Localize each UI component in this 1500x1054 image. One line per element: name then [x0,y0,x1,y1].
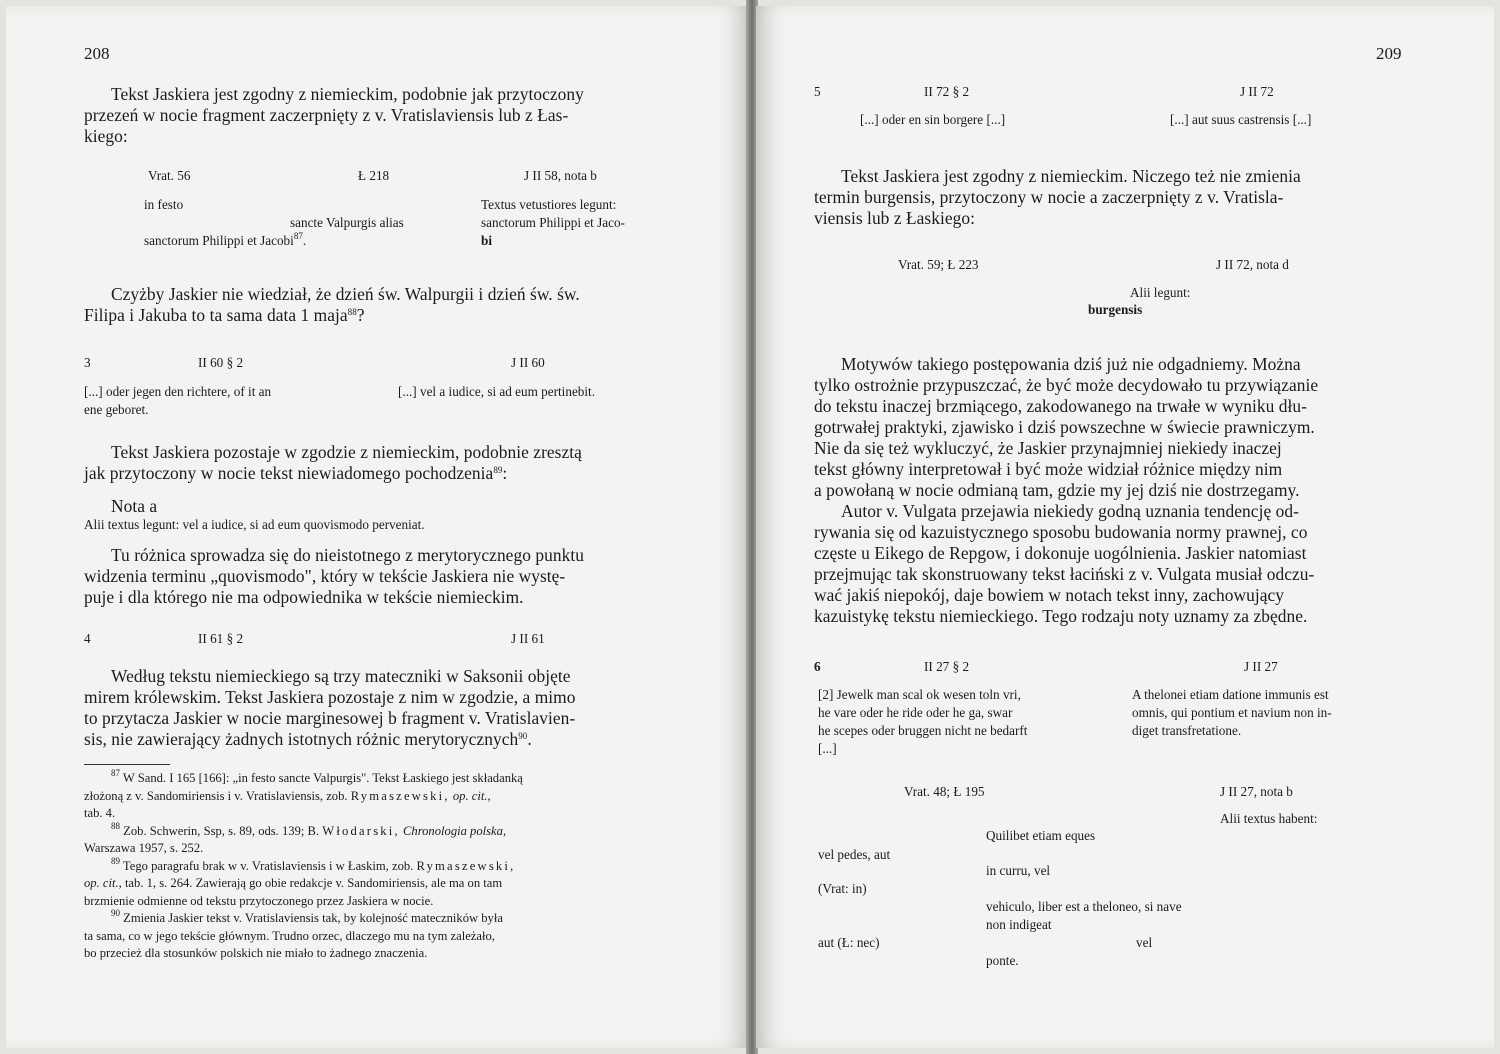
footnote-90: $^{90}$ Zmienia Jaskier tekst v. Vratislaviensis tak, by kolejność mateczników była [111,908,503,925]
table1-head-l: Ł 218 [358,168,390,183]
footnotes: $^{87}$ W Sand. I 165 [166]: „in festo sancte Valpurgis". Tekst Łaskiego jest składanką złożoną z v. Sandomiriensis i v. Vratislaviensis, zob. Rymaszewski, op. cit., tab. 4. $^{88}$ Zob. Schwerin, Ssp, s. 89, ods. 139; B. Włodarski, Chronologia polska, Warszawa 1957, s. 252. $^{89}$ Tego paragrafu brak w v. Vratislaviensis i w Łaskim, zob. Rymaszewski, op. cit., tab. 1, s. 264. Zawierają go obie redakcje v. Sandomiriensis, ale ma on tam brzmienie odmienne od tekstu przytoczonego przez Jaskiera w nocie. $^{90}$ Zmienia Jaskier tekst v. Vratislaviensis tak, by kolejność mateczników była ta sama, co w jego tekście głównym. Trudno orzec, dlaczego mu na tym zależało, bo przecież dla stosunków polskich nie miało to żadnego znaczenia. [84,768,523,960]
quote-latin: [...] vel a iudice, si ad eum pertinebit. [398,384,596,399]
quote-german: [...] oder jegen den richtere, of it an [84,384,272,399]
table2-cell: burgensis [1088,302,1143,317]
table1-cell: sanctorum Philippi et Jaco- [481,215,625,230]
right-page [756,6,1494,1048]
paragraph-3: Tekst Jaskiera pozostaje w zgodzie z niemieckim, podobnie zresztą jak przytoczony w nocie tekst niewiadomego pochodzenia$^{89}$: [84,442,582,483]
section-ref-left: II 72 § 2 [924,84,970,99]
paragraph-4: Tu różnica sprowadza się do nieistotnego z merytorycznego punktu widzenia terminu „quovismodo", który w tekście Jaskiera nie wystę- puje i dla którego nie ma odpowiednika w tekście niemieckim. [84,545,584,607]
table3-head-vrat: Vrat. 48; Ł 195 [904,784,985,799]
table3-cell: vel [1136,935,1153,950]
table3-cell: Quilibet etiam eques [986,828,1096,843]
quote-latin: [...] aut suus castrensis [...] [1170,112,1312,127]
nota-label: Nota a [111,496,158,516]
quote-german: [...] oder en sin borgere [...] [860,112,1006,127]
page-number-left: 208 [84,44,110,63]
quote-german: he scepes oder bruggen nicht ne bedarft [818,723,1028,738]
table3-cell: ponte. [986,953,1019,968]
footnote-88: $^{88}$ Zob. Schwerin, Ssp, s. 89, ods. 139; B. Włodarski, Chronologia polska, [111,820,507,838]
table3-cell: in curru, vel [986,863,1051,878]
paragraph-5: Według tekstu niemieckiego są trzy mateczniki w Saksonii objęte mirem królewskim. Tekst Jaskiera pozostaje z nim w zgodzie, a mimo to przytacza Jaskier w nocie marginesowej b fragment v. Vratislavien- sis, nie zawierający żadnych istotnych różnic merytorycznych$^{90}$. [84,666,576,749]
footnote-rule [84,764,170,765]
section-number: 5 [814,84,821,99]
table2-head-j: J II 72, nota d [1216,257,1289,272]
section-number: 6 [814,659,821,674]
table3-cell: (Vrat: in) [818,881,867,896]
quote-german: [...] [818,741,837,756]
quote-latin: diget transfretatione. [1132,723,1242,738]
table3-head-j: J II 27, nota b [1220,784,1293,799]
table1-cell: Textus vetustiores legunt: [481,197,617,212]
paragraph-3-right: Autor v. Vulgata przejawia niekiedy godną uznania tendencję od- rywania się od kazuistycznego sposobu budowania normy prawnej, co częste u Eikego de Repgow, i dokonuje uogólnienia. Jaskier natomiast przejmując tak skonstruowany tekst łaciński z v. Vulgata musiał odczu- wać jakiś niepokój, daje bowiem w notach tekst inny, zachowujący kazuistykę tekstu niemieckiego. Tego rodzaju noty uznamy za zbędne. [814,501,1315,626]
table1-head-vrat: Vrat. 56 [148,168,191,183]
table3-cell: aut (Ł: nec) [818,935,880,950]
table3-cell: non indigeat [986,917,1052,932]
quote-german: ene geboret. [84,402,149,417]
section-number: 4 [84,631,91,646]
section-ref-right: J II 60 [511,355,545,370]
paragraph-2-right: Motywów takiego postępowania dziś już nie odgadniemy. Można tylko ostrożnie przypuszczać, że być może decydowało tu przywiązanie do tekstu inaczej brzmiącego, zakodowanego na trwałe w wyniku dłu- gotrwałej praktyki, zjawisko i dziś powszechne w świecie prawniczym. Nie da się też wykluczyć, że Jaskier przynajmniej niekiedy inaczej tekst główny interpretował i być może widział różnice między nim a powołaną w nocie odmianą tam, gdzie my jej dziś nie dostrzegamy. [814,354,1319,500]
page-number-right: 209 [1376,44,1402,63]
section-ref-left: II 27 § 2 [924,659,970,674]
table3-cell: vehiculo, liber est a theloneo, si nave [986,899,1182,914]
section-ref-left: II 60 § 2 [198,355,244,370]
table2-head-vrat: Vrat. 59; Ł 223 [898,257,979,272]
section-ref-right: J II 61 [511,631,545,646]
table1-head-j: J II 58, nota b [524,168,597,183]
table1-cell: in festo [144,197,184,212]
table2-cell: Alii legunt: [1130,285,1191,300]
quote-german: he vare oder he ride oder he ga, swar [818,705,1013,720]
table1-cell: bi [481,233,492,248]
section-ref-left: II 61 § 2 [198,631,244,646]
footnote-87: $^{87}$ W Sand. I 165 [166]: „in festo sancte Valpurgis". Tekst Łaskiego jest składanką [111,768,523,785]
table1-cell: sancte Valpurgis alias [290,215,404,230]
table3-cell: vel pedes, aut [818,847,891,862]
section-number: 3 [84,355,91,370]
table1-cell: sanctorum Philippi et Jacobi$^{87}$. [144,231,307,248]
paragraph-1: Tekst Jaskiera jest zgodny z niemieckim, podobnie jak przytoczony przezeń w nocie fragment zaczerpnięty z v. Vratislaviensis lub z Łas- kiego: [84,84,584,146]
paragraph-2: Czyżby Jaskier nie wiedział, że dzień św. Walpurgii i dzień św. św. Filipa i Jakuba to ta sama data 1 maja$^{88}$? [84,284,580,325]
section-ref-right: J II 72 [1240,84,1274,99]
footnote-89: $^{89}$ Tego paragrafu brak w v. Vratislaviensis i w Łaskim, zob. Rymaszewski, [111,855,516,873]
paragraph-1-right: Tekst Jaskiera jest zgodny z niemieckim. Niczego też nie zmienia termin burgensis, przytoczony w nocie a zaczerpnięty z v. Vratisla- viensis lub z Łaskiego: [814,166,1301,228]
table3-head-alii: Alii textus habent: [1220,811,1318,826]
quote-latin: omnis, qui pontium et navium non in- [1132,705,1332,720]
left-page [6,6,748,1048]
quote-german: [2] Jewelk man scal ok wesen toln vri, [818,687,1021,702]
section-ref-right: J II 27 [1244,659,1278,674]
nota-text: Alii textus legunt: vel a iudice, si ad eum quovismodo perveniat. [84,517,425,532]
quote-latin: A thelonei etiam datione immunis est [1132,687,1329,702]
